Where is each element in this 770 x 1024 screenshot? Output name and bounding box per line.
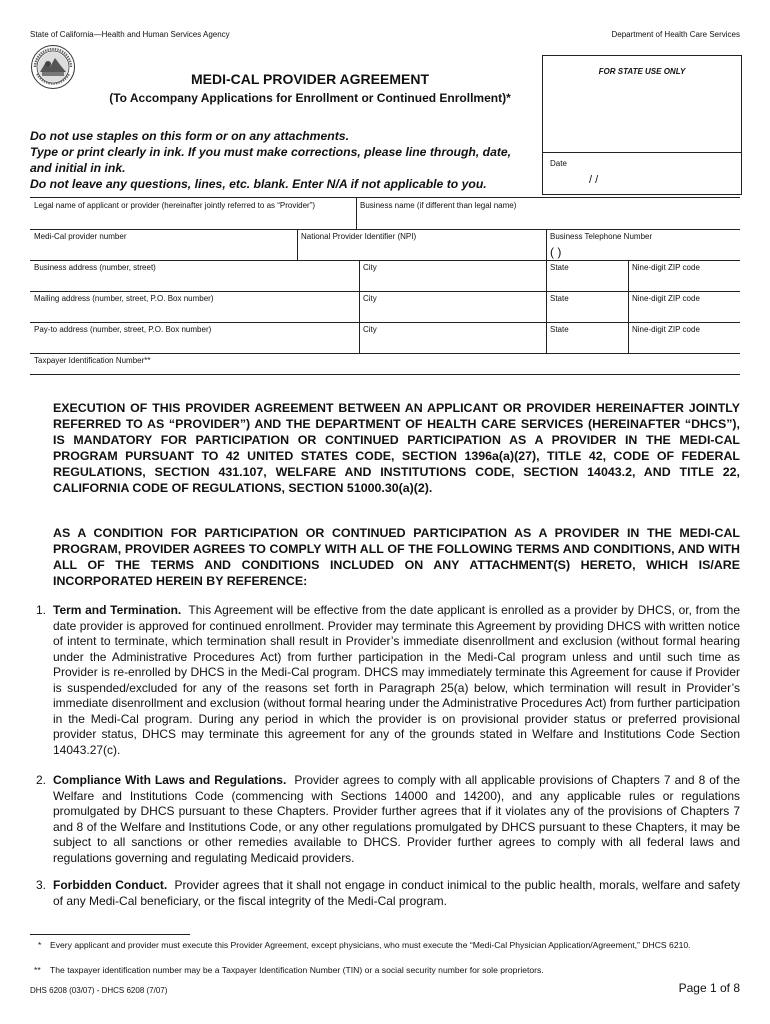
item-number: 3. <box>36 878 47 892</box>
payto-city-field[interactable] <box>359 322 546 353</box>
footnote-1 <box>30 940 742 951</box>
state-seal-icon <box>30 44 76 90</box>
item-text: This Agreement will be effective from the date applicant is enrolled as a provider by DHCS, or, from the date provider is approved for continued enrollment. Provider may terminate this Agreement by providing DHCS with written notice of intent to terminate, which termination shall result in Provider’s immediate disenrollment and exclusion (without formal hearing under the Administrative Procedures Act) from further participation in the Medi-Cal program unless and until such time as Provider is re-enrolled by DHCS in the Medi-Cal program. DHCS may immediately terminate this Agreement for cause if Provider is suspended/excluded for any of the reasons set forth in Paragraph 25(a) below, which termination will result in Provider’s immediate disenrollment and exclusion (without formal hearing under the Administrative Procedures Act) from further participation in the Medi-Cal program. During any period in which the provider is on provisional provider status or preferred provisional provider status, DHCS may terminate this agreement for any of the grounds stated in Welfare and Institutions Code Section 14043.27(c). <box>53 603 741 757</box>
mailing-city-field[interactable] <box>359 291 546 322</box>
compliance-item <box>36 773 740 866</box>
footnote-divider <box>30 934 190 935</box>
instruction-line: Do not use staples on this form or on any attachments. <box>30 129 349 143</box>
field-label: Nine-digit ZIP code <box>632 325 700 334</box>
field-label: Legal name of applicant or provider (hereinafter jointly referred to as “Provider”) <box>34 201 316 210</box>
provider-number-field[interactable] <box>30 229 297 260</box>
item-heading: Term and Termination. <box>53 603 182 617</box>
item-heading: Forbidden Conduct. <box>53 878 168 892</box>
tin-field[interactable] <box>30 353 740 374</box>
field-label: Taxpayer Identification Number** <box>34 356 151 365</box>
legal-name-field[interactable] <box>30 198 356 229</box>
field-label: City <box>363 294 377 303</box>
field-label: Business name (if different than legal name) <box>360 201 517 210</box>
footnote-mark: ** <box>34 965 41 975</box>
field-label: Business address (number, street) <box>34 263 156 272</box>
mailing-state-field[interactable] <box>546 291 628 322</box>
page-number: Page 1 of 8 <box>678 981 740 995</box>
mailing-address-field[interactable] <box>30 291 359 322</box>
instruction-line: Do not leave any questions, lines, etc. blank. Enter N/A if not applicable to you. <box>30 177 487 191</box>
payto-state-field[interactable] <box>546 322 628 353</box>
footnote-mark: * <box>38 940 42 950</box>
phone-field[interactable] <box>546 229 740 260</box>
date-label: Date <box>550 159 567 168</box>
term-item <box>36 603 740 758</box>
instructions <box>30 128 542 192</box>
business-address-field[interactable] <box>30 260 359 291</box>
business-zip-field[interactable] <box>628 260 740 291</box>
field-label: Nine-digit ZIP code <box>632 294 700 303</box>
field-label: State <box>550 263 569 272</box>
forbidden-item <box>36 878 740 909</box>
execution-paragraph: EXECUTION OF THIS PROVIDER AGREEMENT BETWEEN AN APPLICANT OR PROVIDER HEREINAFTER JOINTLY REFERRED TO AS “PROVIDER”) AND THE DEPARTMENT OF HEALTH CARE SERVICES (HEREINAFTER “DHCS”), IS MANDATORY FOR PARTICIPATION OR CONTINUED PARTICIPATION AS A PROVIDER IN THE MEDI-CAL PROGRAM PURSUANT TO 42 UNITED STATES CODE, SECTION 1396a(a)(27), TITLE 42, CODE OF FEDERAL REGULATIONS, SECTION 431.107, WELFARE AND INSTITUTIONS CODE, SECTION 14043.2, AND TITLE 22, CALIFORNIA CODE OF REGULATIONS, SECTION 51000.30(a)(2). <box>53 401 740 495</box>
mailing-zip-field[interactable] <box>628 291 740 322</box>
field-label: National Provider Identifier (NPI) <box>301 232 417 241</box>
item-text: Provider agrees to comply with all applicable provisions of Chapters 7 and 8 of the Welfare and Institutions Code (commencing with Sections 14000 and 14200), and any applicable rules or regulations promulgated by DHCS pursuant to these Chapters. Provider further agrees that if it violates any of the provisions of Chapters 7 and 8 of the Welfare and Institutions Code, or any other regulations promulgated by DHCS pursuant to these Chapters, it may be subject to all sanctions or other remedies available to DHCS. Provider further agrees to comply with all federal laws and regulations governing and regulating Medicaid providers. <box>53 773 740 865</box>
payto-address-field[interactable] <box>30 322 359 353</box>
page-subtitle: (To Accompany Applications for Enrollment or Continued Enrollment)* <box>109 91 511 105</box>
item-text: Provider agrees that it shall not engage in conduct inimical to the public health, morals, welfare and safety of any Medi-Cal beneficiary, or the fiscal integrity of the Medi-Cal program. <box>53 878 741 908</box>
item-heading: Compliance With Laws and Regulations. <box>53 773 287 787</box>
page-title: MEDI-CAL PROVIDER AGREEMENT <box>190 71 429 87</box>
phone-parens: ( ) <box>550 245 562 259</box>
field-label: State <box>550 294 569 303</box>
footnote-text: Every applicant and provider must execute this Provider Agreement, except physicians, who must execute the “Medi-Cal Physician Application/Agreement,” DHCS 6210. <box>50 940 691 950</box>
business-city-field[interactable] <box>359 260 546 291</box>
field-label: City <box>363 325 377 334</box>
item-number: 2. <box>36 773 47 787</box>
field-label: Medi-Cal provider number <box>34 232 127 241</box>
payto-zip-field[interactable] <box>628 322 740 353</box>
footnote-text: The taxpayer identification number may be a Taxpayer Identification Number (TIN) or a social security number for sole proprietors. <box>50 965 544 975</box>
field-label: Business Telephone Number <box>550 232 653 241</box>
npi-field[interactable] <box>297 229 546 260</box>
field-label: City <box>363 263 377 272</box>
footnote-2 <box>30 965 742 976</box>
business-state-field[interactable] <box>546 260 628 291</box>
date-box[interactable] <box>542 151 742 195</box>
department-name: Department of Health Care Services <box>611 30 740 39</box>
condition-paragraph: AS A CONDITION FOR PARTICIPATION OR CONTINUED PARTICIPATION AS A PROVIDER IN THE MEDI-CAL PROGRAM, PROVIDER AGREES TO COMPLY WITH ALL OF THE FOLLOWING TERMS AND CONDITIONS, AND WITH ALL OF THE TERMS AND CONDITIONS INCLUDED ON ANY ATTACHMENT(S) HERETO, WHICH IS/ARE INCORPORATED HEREIN BY REFERENCE: <box>53 526 740 588</box>
provider-info-grid <box>30 197 740 374</box>
state-use-label: FOR STATE USE ONLY <box>598 67 686 76</box>
agency-name: State of California—Health and Human Services Agency <box>30 30 230 39</box>
field-label: Nine-digit ZIP code <box>632 263 700 272</box>
form-id: DHS 6208 (03/07) - DHCS 6208 (7/07) <box>30 986 168 995</box>
field-label: State <box>550 325 569 334</box>
business-name-field[interactable] <box>356 198 740 229</box>
field-label: Pay-to address (number, street, P.O. Box number) <box>34 325 212 334</box>
instruction-line: Type or print clearly in ink. If you must make corrections, please line through, date, <box>30 145 512 159</box>
item-number: 1. <box>36 603 47 617</box>
field-label: Mailing address (number, street, P.O. Box number) <box>34 294 214 303</box>
date-slashes: / / <box>589 174 599 186</box>
instruction-line: and initial in ink. <box>30 161 126 175</box>
state-use-box <box>542 55 742 153</box>
